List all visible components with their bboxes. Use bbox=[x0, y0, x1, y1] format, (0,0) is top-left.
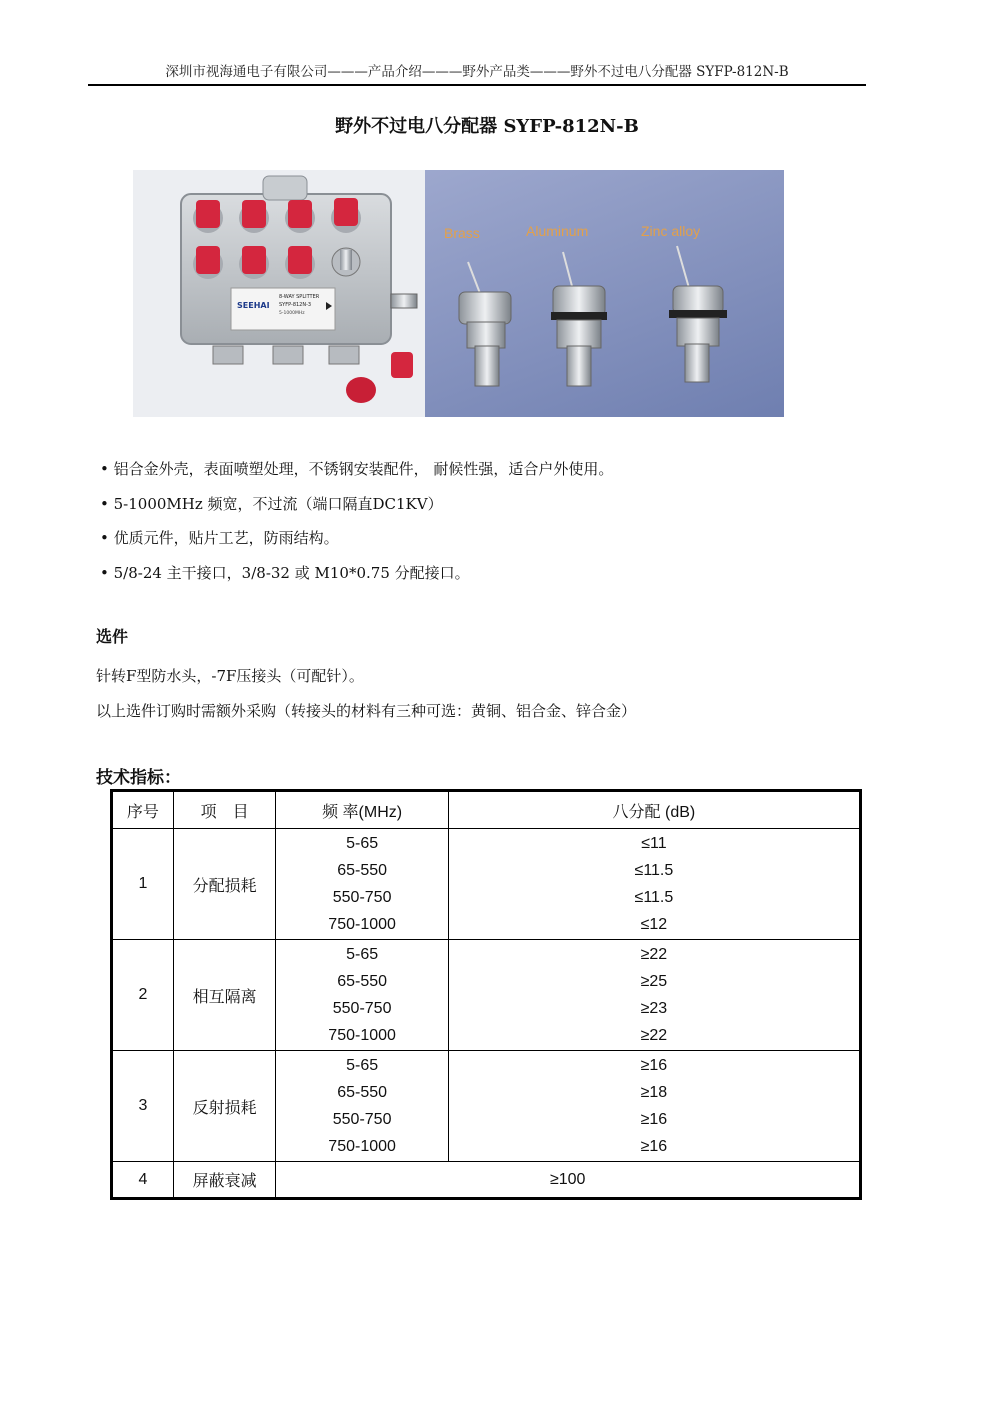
options-heading: 选件 bbox=[96, 627, 129, 646]
row-number: 3 bbox=[112, 1051, 174, 1162]
column-header-item: 项 目 bbox=[173, 791, 276, 829]
feature-item: • 5-1000MHz 频宽，不过流（端口隔直DC1KV） bbox=[100, 494, 443, 513]
material-label-aluminum: Aluminum bbox=[526, 223, 589, 239]
header-rule bbox=[88, 84, 866, 86]
freq-value: 750-1000 bbox=[328, 1027, 396, 1044]
row-values bbox=[448, 1051, 860, 1162]
spec-value: ≥16 bbox=[640, 1111, 668, 1128]
spec-value: ≥16 bbox=[640, 1057, 668, 1074]
document-title: 野外不过电八分配器 SYFP-812N-B bbox=[335, 116, 639, 137]
row-item: 相互隔离 bbox=[173, 940, 276, 1051]
material-label-zinc-alloy: Zinc alloy bbox=[641, 223, 701, 239]
device-label-line2: SYFP-812N-3 bbox=[279, 302, 312, 308]
spec-value: ≥18 bbox=[640, 1084, 668, 1101]
device-label-line1: 8-WAY SPLITTER bbox=[279, 294, 320, 300]
specs-heading: 技术指标： bbox=[96, 768, 181, 788]
page-header: 深圳市视海通电子有限公司———产品介绍———野外产品类———野外不过电八分配器 SYFP-812N-B bbox=[165, 64, 789, 80]
spec-value: ≤12 bbox=[640, 916, 668, 933]
feature-item: • 优质元件，贴片工艺，防雨结构。 bbox=[100, 529, 339, 547]
column-header-8way: 八分配 (dB) bbox=[448, 791, 860, 829]
row-item: 分配损耗 bbox=[173, 829, 276, 940]
spec-value: ≥23 bbox=[640, 1000, 668, 1017]
feature-list bbox=[100, 452, 613, 590]
freq-value: 550-750 bbox=[332, 1111, 392, 1128]
row-values bbox=[448, 940, 860, 1051]
spec-value: ≥16 bbox=[640, 1138, 668, 1155]
freq-value: 5-65 bbox=[346, 835, 379, 852]
spec-table-header-row bbox=[112, 791, 861, 829]
spec-value: ≤11 bbox=[641, 835, 667, 852]
freq-value: 550-750 bbox=[332, 1000, 392, 1017]
freq-value: 750-1000 bbox=[328, 916, 396, 933]
row-frequencies bbox=[276, 829, 448, 940]
freq-value: 5-65 bbox=[346, 946, 379, 963]
freq-value: 5-65 bbox=[346, 1057, 379, 1074]
freq-value: 550-750 bbox=[332, 889, 392, 906]
spec-table bbox=[110, 789, 862, 1200]
options-line: 针转F型防水头，-7F压接头（可配针）。 bbox=[96, 667, 364, 685]
row-values bbox=[448, 829, 860, 940]
spec-value: ≤11.5 bbox=[634, 889, 674, 906]
freq-value: 750-1000 bbox=[328, 1138, 396, 1155]
table-row bbox=[112, 940, 861, 1051]
options-text bbox=[96, 659, 636, 728]
row-item: 反射损耗 bbox=[173, 1051, 276, 1162]
freq-value: 65-550 bbox=[337, 1084, 388, 1101]
material-label-brass: Brass bbox=[444, 225, 480, 241]
device-label-line3: 5-1000MHz bbox=[279, 311, 305, 316]
table-row bbox=[112, 829, 861, 940]
row-number: 4 bbox=[112, 1162, 174, 1199]
row-number: 1 bbox=[112, 829, 174, 940]
freq-value: 65-550 bbox=[337, 973, 388, 990]
options-line: 以上选件订购时需额外采购（转接头的材料有三种可选：黄铜、铝合金、锌合金） bbox=[96, 701, 637, 720]
row-item: 屏蔽衰减 bbox=[173, 1162, 276, 1199]
row-frequencies bbox=[276, 1051, 448, 1162]
feature-item: • 铝合金外壳，表面喷塑处理，不锈钢安装配件， 耐候性强，适合户外使用。 bbox=[100, 460, 614, 478]
table-row bbox=[112, 1162, 861, 1199]
spec-value: ≥22 bbox=[640, 946, 668, 963]
freq-value: 65-550 bbox=[337, 862, 388, 879]
spec-value: ≥25 bbox=[640, 973, 668, 990]
column-header-frequency: 频 率(MHz) bbox=[276, 791, 448, 829]
spec-value: ≤11.5 bbox=[634, 862, 674, 879]
row-merged-value: ≥100 bbox=[276, 1162, 861, 1199]
product-photo bbox=[133, 170, 784, 417]
spec-value: ≥22 bbox=[640, 1027, 668, 1044]
row-frequencies bbox=[276, 940, 448, 1051]
device-label-brand: SEEHAI bbox=[237, 301, 270, 310]
feature-item: • 5/8-24 主干接口，3/8-32 或 M10*0.75 分配接口。 bbox=[100, 563, 470, 582]
table-row bbox=[112, 1051, 861, 1162]
column-header-no: 序号 bbox=[112, 791, 174, 829]
product-photo-illustration bbox=[133, 170, 784, 417]
row-number: 2 bbox=[112, 940, 174, 1051]
